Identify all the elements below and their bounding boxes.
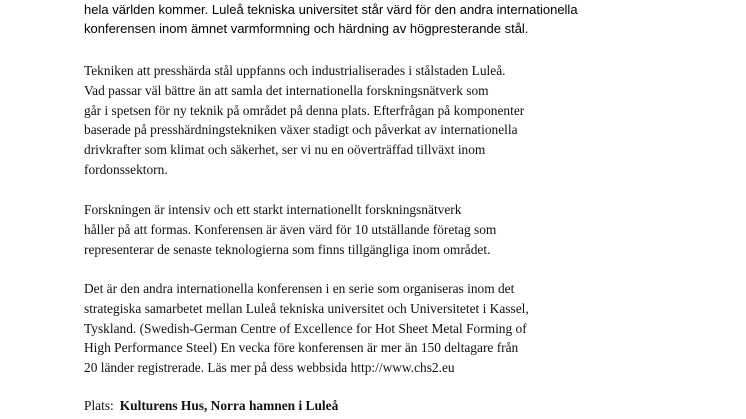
paragraph-line: Vad passar väl bättre än att samla det internationella forskningsnätverk som <box>84 82 489 98</box>
paragraph-line: 20 länder registrerade. Läs mer på dess webbsida http://www.chs2.eu <box>84 360 455 376</box>
venue-value: Kulturens Hus, Norra hamnen i Luleå <box>119 398 339 413</box>
paragraph-line: drivkrafter som klimat och säkerhet, ser vi nu en oöverträffad tillväxt inom <box>84 142 486 158</box>
paragraph-line: strategiska samarbetet mellan Luleå tekniska universitet och Universitetet i Kassel, <box>84 300 529 316</box>
lead-line-2: konferensen inom ämnet varmformning och härdning av högpresterande stål. <box>84 21 529 36</box>
paragraph-line: Tekniken att presshärda stål uppfanns och industrialiserades i stålstaden Luleå. <box>84 63 506 78</box>
paragraph-line: representerar de senaste teknologierna som finns tillgängliga inom området. <box>84 241 491 257</box>
paragraph-line: håller på att formas. Konferensen är även värd för 10 utställande företag som <box>84 221 497 237</box>
lead-line-1: hela världen kommer. Luleå tekniska universitet står värd för den andra internationella <box>84 2 578 17</box>
paragraph-line: Det är den andra internationella konferensen i en serie som organiseras inom det <box>84 281 515 296</box>
paragraph-line: fordonssektorn. <box>84 161 168 177</box>
venue-label: Plats: <box>84 398 114 413</box>
venue-line <box>84 398 338 414</box>
paragraph-line: High Performance Steel) En vecka före konferensen är mer än 150 deltagare från <box>84 340 519 356</box>
paragraph-line: Forskningen är intensiv och ett starkt internationellt forskningsnätverk <box>84 202 462 217</box>
paragraph-conference-series <box>84 279 529 378</box>
paragraph-line: baserade på presshärdningstekniken växer stadigt och påverkat av internationella <box>84 122 518 138</box>
paragraph-research <box>84 200 496 259</box>
paragraph-line: Tyskland. (Swedish-German Centre of Excellence for Hot Sheet Metal Forming of <box>84 320 527 336</box>
paragraph-line: går i spetsen för ny teknik på området på denna plats. Efterfrågan på komponenter <box>84 102 525 118</box>
paragraph-technology <box>84 61 524 180</box>
